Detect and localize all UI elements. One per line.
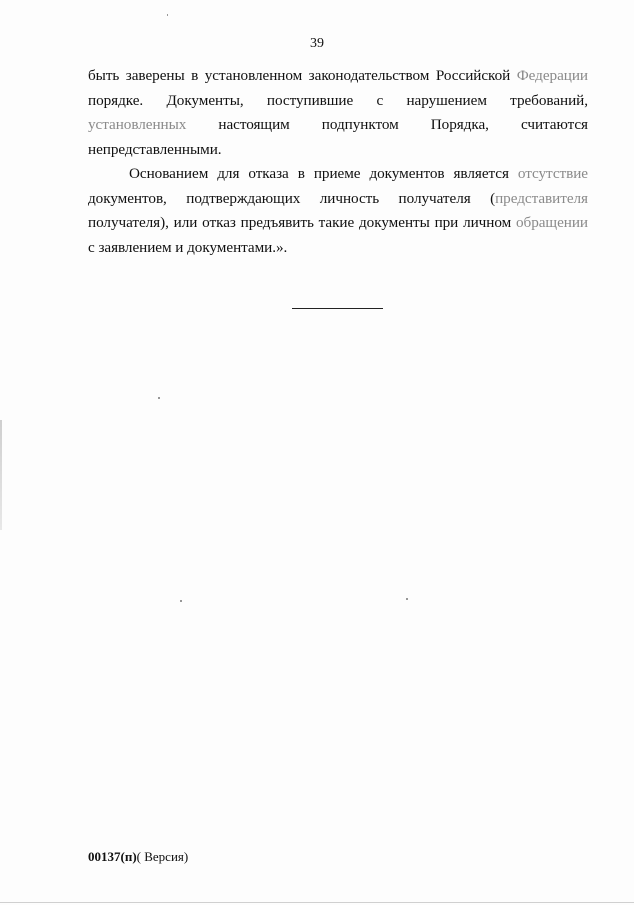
paragraph-2 [88,162,588,260]
paragraph-1-text-d: установленных [88,116,187,133]
section-separator-line [292,308,383,309]
paragraph-1 [88,64,588,162]
scan-bottom-edge [0,902,634,903]
scan-speck [167,14,168,16]
paragraph-1-text-b: Федерации [516,67,588,84]
paragraph-2-text-a: Основанием для отказа в приеме документов является [129,165,518,182]
paragraph-2-text-f: обращении [515,214,588,231]
scan-speck [158,397,160,399]
paragraph-1-text-c: порядке. Документы, поступившие с нарушением требований, [88,91,588,109]
footer-document-code [88,849,188,865]
footer-code-version: ( Версия) [136,849,189,864]
page-number: 39 [310,36,324,51]
paragraph-2-text-d: представителя [495,189,588,207]
paragraph-2-text-g: с заявлением и документами.». [88,238,288,256]
footer-code-number: 00137(п) [88,849,137,864]
scan-speck [180,600,182,602]
paragraph-2-text-c: документов, подтверждающих личность получателя ( [88,189,496,207]
scan-edge-mark [0,420,2,530]
paragraph-1-text-a: быть заверены в установленном законодательством Российской [88,67,517,84]
paragraph-2-text-e: получателя), или отказ предъявить такие документы при личном [88,214,516,231]
document-body [88,64,588,260]
paragraph-2-text-b: отсутствие [517,165,588,182]
scan-speck [406,598,408,600]
paragraph-1-text-e: настоящим подпунктом Порядка, считаются непредставленными. [88,116,588,158]
